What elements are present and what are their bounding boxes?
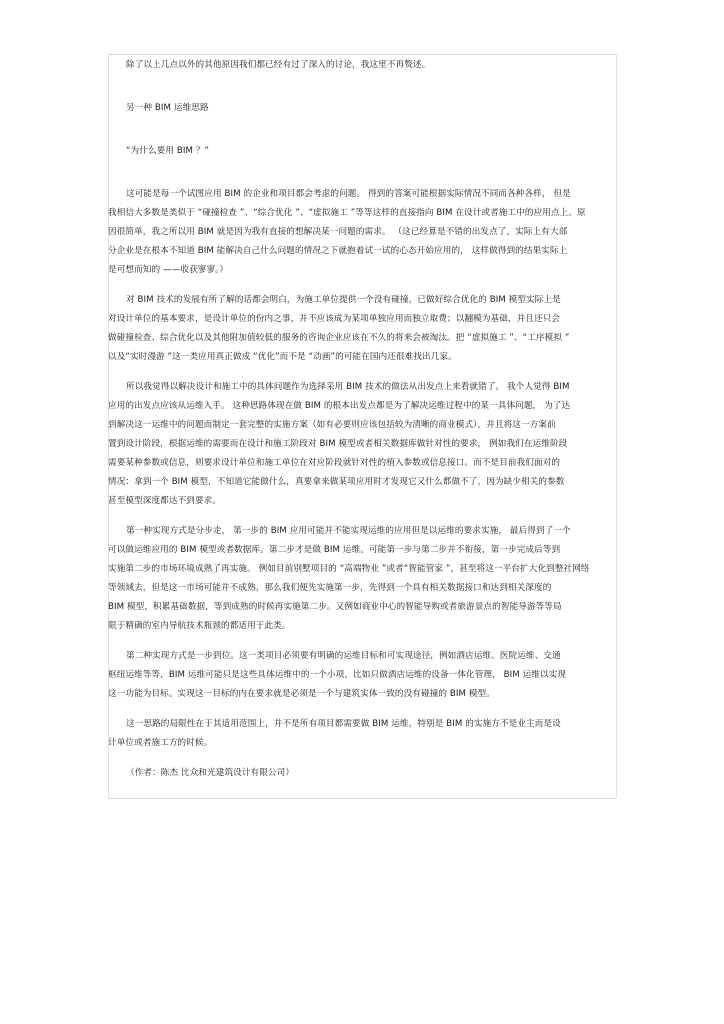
text-line: 除了以上几点以外的其他原因我们都已经有过了深入的讨论，我这里不再赘述。 — [126, 60, 431, 70]
text-line: 是可想而知的 ——收获寥寥。） — [108, 265, 229, 275]
text-line: 等领域去，但是这一市场可能并不成熟，那么我们便先实施第一步，先得到一个具有相关数据接口和达到相关深度的 — [108, 583, 552, 593]
document-page — [108, 44, 616, 804]
text-line: 限于精确的室内导航技术瓶颈的都适用于此类。 — [108, 621, 291, 631]
text-line: 分企业是在根本不知道 BIM 能解决自己什么问题的情况之下就抱着试一试的心态开始应用的， 这样做得到的结果实际上 — [108, 246, 568, 256]
text-line: 需要某种参数或信息，则要求设计单位和施工单位在对应阶段就针对性的植入参数或信息接口。而不是目前我们面对的 — [108, 458, 561, 468]
text-line: 我相信大多数是类似于 “碰撞检查 ”、“综合优化 ”、“虚拟施工 ”等等这样的直接指向 BIM 在设计或者施工中的应用点上。原 — [108, 208, 586, 218]
document-body — [108, 56, 616, 783]
text-line: 计单位或者施工方的时候。 — [108, 738, 213, 748]
paragraph-6 — [108, 715, 616, 753]
text-line: BIM 模型，积累基础数据，等到成熟的时候再实施第二步。又例如商业中心的智能导购或者旅游景点的智能导游等等局 — [108, 602, 562, 612]
text-line: 甚至模型深度都达不到要求。 — [108, 496, 222, 506]
paragraph-4 — [108, 522, 616, 636]
question-line — [108, 142, 616, 161]
text-line: 置到设计阶段，根据运维的需要而在设计和施工阶段对 BIM 模型或者相关数据库做针对性的要求， 例如我们在运维阶段 — [108, 439, 568, 449]
text-line: 对 BIM 技术的发展有所了解的话都会明白，为施工单位提供一个没有碰撞，已做好综合优化的 BIM 模型实际上是 — [126, 295, 561, 305]
paragraph-2 — [108, 291, 616, 367]
page-bottom-rule — [108, 798, 616, 799]
text-line: 以及“实时漫游 ”这一类应用真正做成 “优化”而不是 “动画”的可能在国内还很难找出几家。 — [108, 352, 457, 362]
text-line: 这一思路的局限性在于其适用范围上，并不是所有项目都需要做 BIM 运维，特别是 BIM 的实施方不是业主而是设 — [126, 719, 561, 729]
text-line: 可以做运维应用的 BIM 模型或者数据库。第二步才是做 BIM 运维。可能第一步与第二步并不衔接，第一步完成后等到 — [108, 545, 561, 555]
page-right-border — [616, 54, 617, 798]
text-line: 第一种实现方式是分步走， 第一步的 BIM 应用可能并不能实现运维的应用但是以运维的要求实施， 最后得到了一个 — [126, 526, 571, 536]
text-line: 实施第二步的市场环境成熟了再实施。 例如目前别墅项目的 “高端物业 ”或者“智能管家 ”，甚至将这一平台扩大化到整社网络 — [108, 564, 590, 574]
author-credit — [108, 764, 616, 783]
paragraph-3 — [108, 378, 616, 511]
text-line: 因很简单，我之所以用 BIM 就是因为我有直接的想解决某一问题的需求。 （这已经算是不错的出发点了，实际上有大部 — [108, 227, 568, 237]
text-line: 做碰撞检查、综合优化以及其他附加值较低的服务的咨询企业应该在不久的将来会被淘汰。把 “虚拟施工 ”、“工序模拟 ” — [108, 333, 570, 343]
text-line: 情况：拿到一个 BIM 模型，不知道它能做什么，真要拿来做某项应用时才发现它又什么都做不了，因为缺少相关的参数 — [108, 477, 565, 487]
text-line: 这可能是每一个试图应用 BIM 的企业和项目都会考虑的问题。 得到的答案可能根据实际情况不同而各种各样， 但是 — [126, 189, 571, 199]
text-line: 应用的出发点应该从运维入手。 这种思路体现在做 BIM 的根本出发点都是为了解决运维过程中的某一具体问题， 为了达 — [108, 401, 571, 411]
text-line: （作者：陈杰 比众和光建筑设计有限公司） — [126, 768, 295, 778]
section-heading — [108, 99, 616, 118]
text-line: 到解决这一运维中的问题而制定一套完整的实施方案（如有必要则应该包括较为清晰的商业模式），并且将这一方案前 — [108, 420, 556, 430]
text-line: 这一功能为目标。实现这一目标的内在要求就是必须是一个与建筑实体一致的没有碰撞的 BIM 模型。 — [108, 689, 495, 699]
paragraph-1 — [108, 185, 616, 280]
text-line: 另一种 BIM 运维思路 — [126, 103, 209, 113]
text-line: “为什么要用 BIM ？” — [126, 146, 210, 156]
text-line: 枢纽运维等等，BIM 运维可能只是这些具体运维中的一个小项，比如只做酒店运维的设备一体化管理， BIM 运维以实现 — [108, 670, 567, 680]
text-line: 第二种实现方式是一步到位。这一类项目必须要有明确的运维目标和可实现途径，例如酒店运维、医院运维、交通 — [126, 651, 561, 661]
page-top-rule — [108, 54, 616, 55]
paragraph-5 — [108, 647, 616, 704]
text-line: 对设计单位的基本要求，是设计单位的份内之事，并不应该成为某项单独应用而独立取费；以翻模为基础，并且还只会 — [108, 314, 561, 324]
paragraph-intro — [108, 56, 616, 75]
text-line: 所以我觉得以解决设计和施工中的具体问题作为选择采用 BIM 技术的做法从出发点上来看就错了。 我个人觉得 BIM — [126, 382, 570, 392]
